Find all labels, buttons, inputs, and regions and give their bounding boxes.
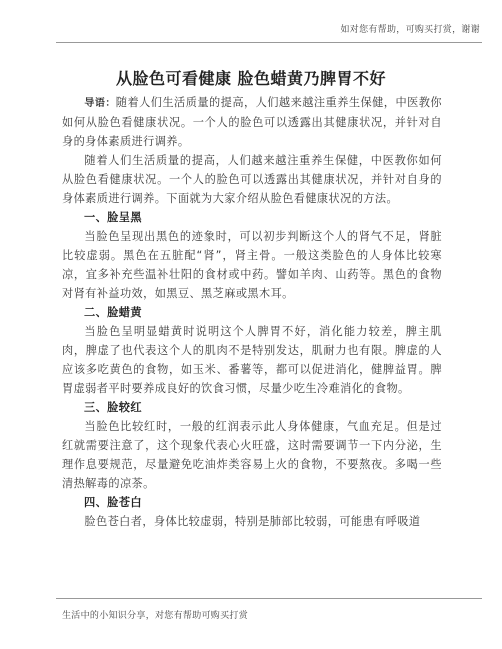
footer-note: 生活中的小知识分享，对您有帮助可购买打赏 <box>62 611 249 621</box>
section-heading-pale: 四、脸苍白 <box>84 496 142 509</box>
article-body <box>62 93 442 531</box>
header-divider <box>56 42 482 43</box>
page-title: 从脸色可看健康 脸色蜡黄乃脾胃不好 <box>115 69 387 88</box>
lead-paragraph: 随着人们生活质量的提高，人们越来越注重养生保健，中医教你如何从脸色看健康状况。一个人的脸色可以透露出其健康状况，并针对自身的身体素质进行调养。下面就为大家介绍从脸色看健康状况的方法。 <box>62 154 442 205</box>
section-body-yellow: 当脸色呈明显蜡黄时说明这个人脾胃不好，消化能力较差，脾主肌肉，脾虚了也代表这个人的肌肉不是特别发达，肌耐力也有限。脾虚的人应该多吃黄色的食物，如玉米、番薯等，都可以促进消化，健脾益胃。脾胃虚弱者平时要养成良好的饮食习惯，尽量少吃生冷难消化的食物。 <box>62 325 442 395</box>
intro-text: 随着人们生活质量的提高，人们越来越注重养生保健，中医教你如何从脸色看健康状况。一个人的脸色可以透露出其健康状况，并针对自身的身体素质进行调养。 <box>62 96 443 148</box>
section-body-pale: 脸色苍白者，身体比较虚弱，特别是肺部比较弱，可能患有呼吸道 <box>84 515 421 528</box>
section-body-black: 当脸色呈现出黑色的迹象时，可以初步判断这个人的肾气不足，肾脏比较虚弱。黑色在五脏配“肾”，肾主骨。一般这类脸色的人身体比较寒凉，宜多补充些温补壮阳的食材或中药。譬如羊肉、山药等。黑色的食物对肾有补益功效，如黑豆、黑芝麻或黑木耳。 <box>62 230 442 300</box>
section-heading-red: 三、脸较红 <box>84 401 142 414</box>
intro-paragraph <box>62 93 442 151</box>
section-heading-yellow: 二、脸蜡黄 <box>84 306 142 319</box>
section-body-red: 当脸色比较红时，一般的红润表示此人身体健康，气血充足。但是过红就需要注意了，这个现象代表心火旺盛，这时需要调节一下内分泌，生理作息要规范，尽量避免吃油炸类容易上火的食物，不要熬夜。多喝一些清热解毒的凉茶。 <box>62 420 442 490</box>
footer-divider <box>56 598 482 599</box>
section-heading-black: 一、脸呈黑 <box>84 211 142 224</box>
header-note: 如对您有帮助，可购买打赏，谢谢 <box>340 25 480 35</box>
intro-label: 导语： <box>84 98 116 109</box>
